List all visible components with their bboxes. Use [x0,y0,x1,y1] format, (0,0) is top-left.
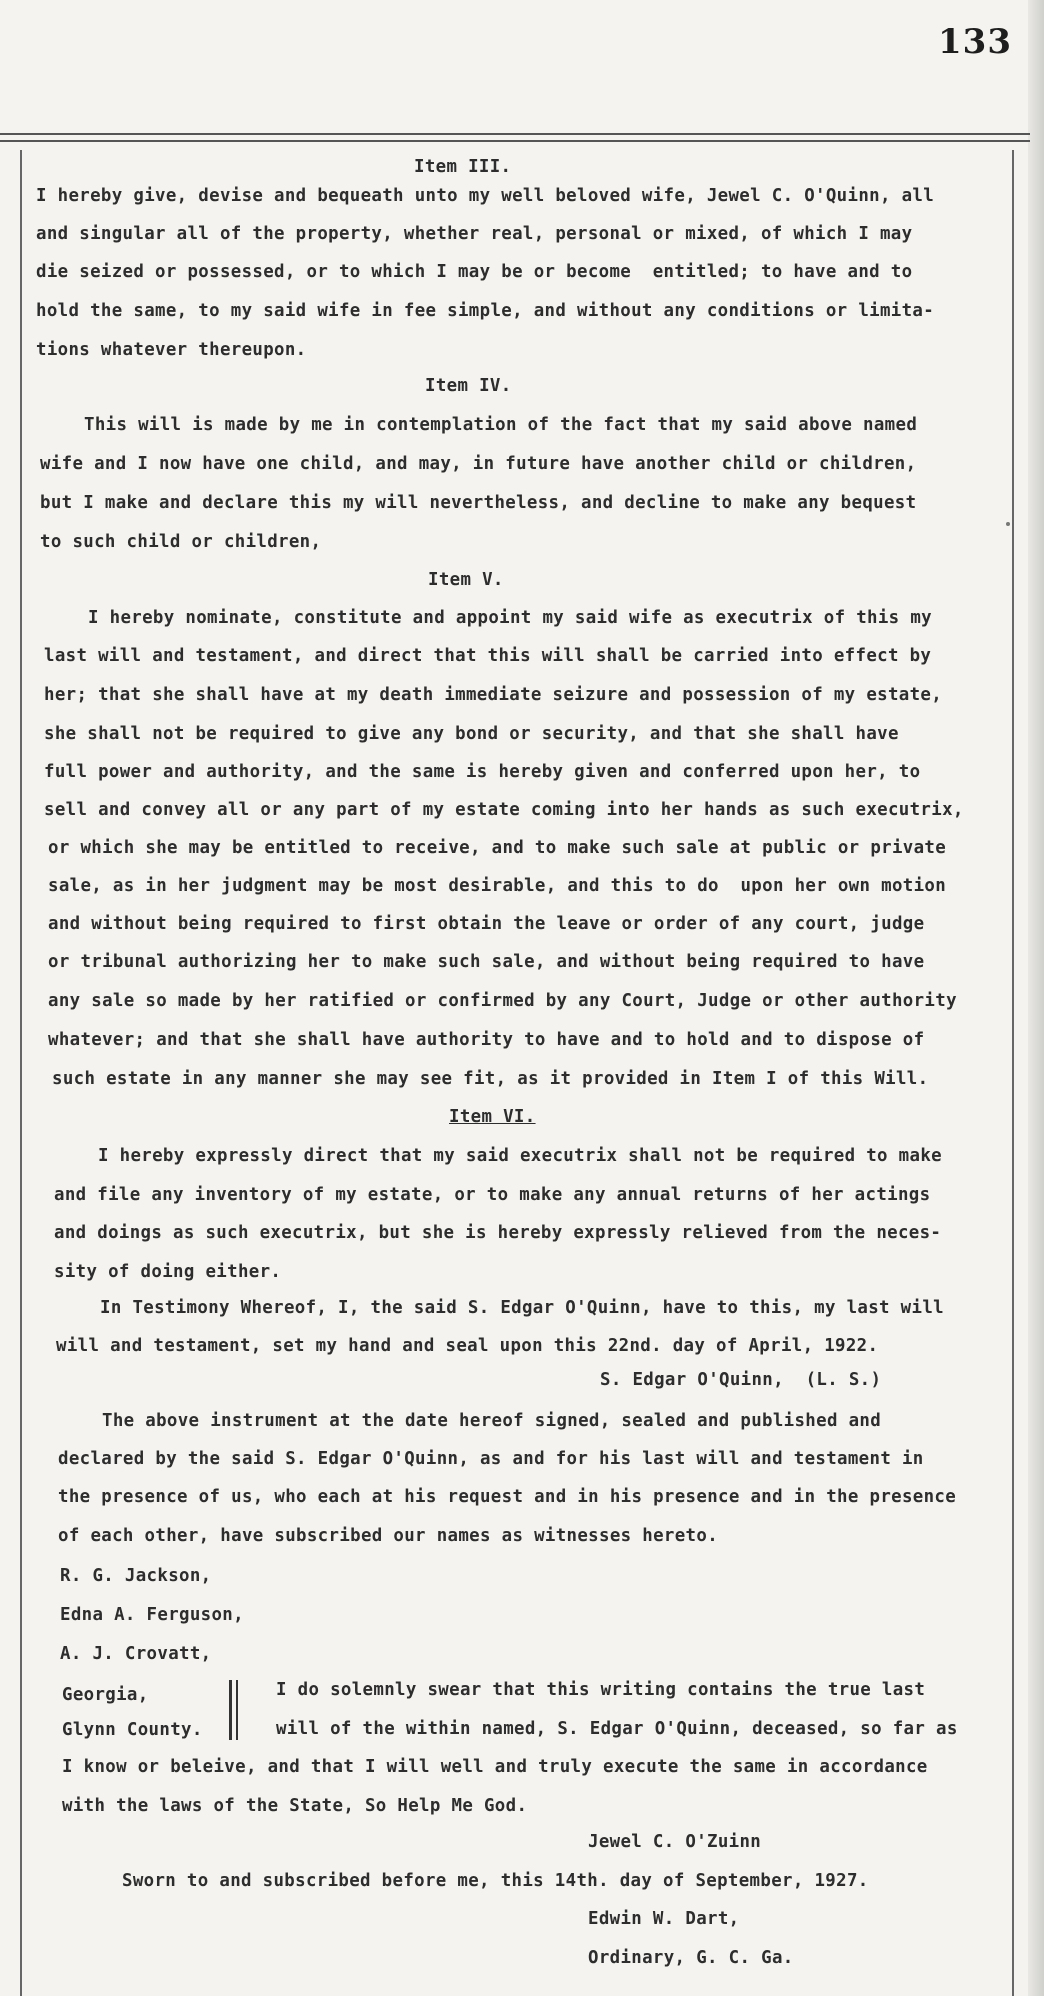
text-line: full power and authority, and the same is hereby given and conferred upon her, to [44,762,921,782]
text-line: I hereby expressly direct that my said executrix shall not be required to make [98,1146,942,1166]
text-line: and singular all of the property, whether real, personal or mixed, of which I may [36,224,913,244]
text-line: her; that she shall have at my death immediate seizure and possession of my estate, [44,685,943,705]
venue-state: Georgia, [62,1685,149,1705]
text-line: wife and I now have one child, and may, in future have another child or children, [40,454,917,474]
ordinary-title: Ordinary, G. C. Ga. [588,1948,794,1968]
heading-item-iv: Item IV. [425,376,512,396]
text-line: or tribunal authorizing her to make such sale, and without being required to have [48,952,925,972]
executrix-signature: Jewel C. O'Zuinn [588,1832,762,1852]
text-line: but I make and declare this my will nevertheless, and decline to make any bequest [40,493,917,513]
oath-line: I do solemnly swear that this writing contains the true last [276,1680,926,1700]
text-line: This will is made by me in contemplation of the fact that my said above named [84,415,918,435]
text-line: sale, as in her judgment may be most desirable, and this to do upon her own motion [48,876,947,896]
ordinary-name: Edwin W. Dart, [588,1909,740,1929]
heading-item-iii: Item III. [414,157,512,177]
text-line: tions whatever thereupon. [36,340,307,360]
right-border [1012,150,1014,1996]
text-line: such estate in any manner she may see fit, as it provided in Item I of this Will. [52,1069,929,1089]
text-line: whatever; and that she shall have authority to have and to hold and to dispose of [48,1030,925,1050]
text-line: sity of doing either. [54,1262,282,1282]
oath-line: will of the within named, S. Edgar O'Quinn, deceased, so far as [276,1719,958,1739]
text-line: and doings as such executrix, but she is hereby expressly relieved from the neces- [54,1223,942,1243]
oath-line: I know or beleive, and that I will well and truly execute the same in accordance [62,1757,928,1777]
testimony-line: will and testament, set my hand and seal upon this 22nd. day of April, 1922. [56,1336,879,1356]
witness-name: R. G. Jackson, [60,1566,212,1586]
text-line: last will and testament, and direct that this will shall be carried into effect by [44,646,932,666]
venue-bracket [229,1680,238,1740]
text-line: I hereby give, devise and bequeath unto my well beloved wife, Jewel C. O'Quinn, all [36,186,935,206]
left-border [20,150,22,1996]
witness-name: Edna A. Ferguson, [60,1605,244,1625]
text-line: hold the same, to my said wife in fee simple, and without any conditions or limita- [36,301,935,321]
heading-item-v: Item V. [428,570,504,590]
speck [1006,522,1010,526]
attestation-line: declared by the said S. Edgar O'Quinn, as and for his last will and testament in [58,1449,924,1469]
attestation-line: The above instrument at the date hereof signed, sealed and published and [102,1411,882,1431]
attestation-line: the presence of us, who each at his request and in his presence and in the presence [58,1487,957,1507]
text-line: and file any inventory of my estate, or to make any annual returns of her actings [54,1185,931,1205]
text-line: she shall not be required to give any bond or security, and that she shall have [44,724,899,744]
heading-item-vi: Item VI. [449,1107,536,1127]
venue-county: Glynn County. [62,1720,203,1740]
sworn-statement: Sworn to and subscribed before me, this 14th. day of September, 1927. [122,1871,869,1891]
top-rule-double [0,140,1030,142]
text-line: or which she may be entitled to receive, and to make such sale at public or private [48,838,947,858]
text-line: to such child or children, [40,532,322,552]
top-rule [0,133,1030,135]
witness-name: A. J. Crovatt, [60,1644,212,1664]
scan-edge-shadow [1028,0,1044,1996]
testimony-line: In Testimony Whereof, I, the said S. Edgar O'Quinn, have to this, my last will [100,1298,944,1318]
oath-line: with the laws of the State, So Help Me God. [62,1796,528,1816]
testator-signature: S. Edgar O'Quinn, (L. S.) [600,1370,882,1390]
text-line: any sale so made by her ratified or confirmed by any Court, Judge or other authority [48,991,957,1011]
attestation-line: of each other, have subscribed our names as witnesses hereto. [58,1526,719,1546]
text-line: die seized or possessed, or to which I may be or become entitled; to have and to [36,262,913,282]
text-line: sell and convey all or any part of my estate coming into her hands as such executrix, [44,800,964,820]
text-line: I hereby nominate, constitute and appoint my said wife as executrix of this my [88,608,932,628]
page-number: 133 [938,22,1012,62]
text-line: and without being required to first obtain the leave or order of any court, judge [48,914,925,934]
